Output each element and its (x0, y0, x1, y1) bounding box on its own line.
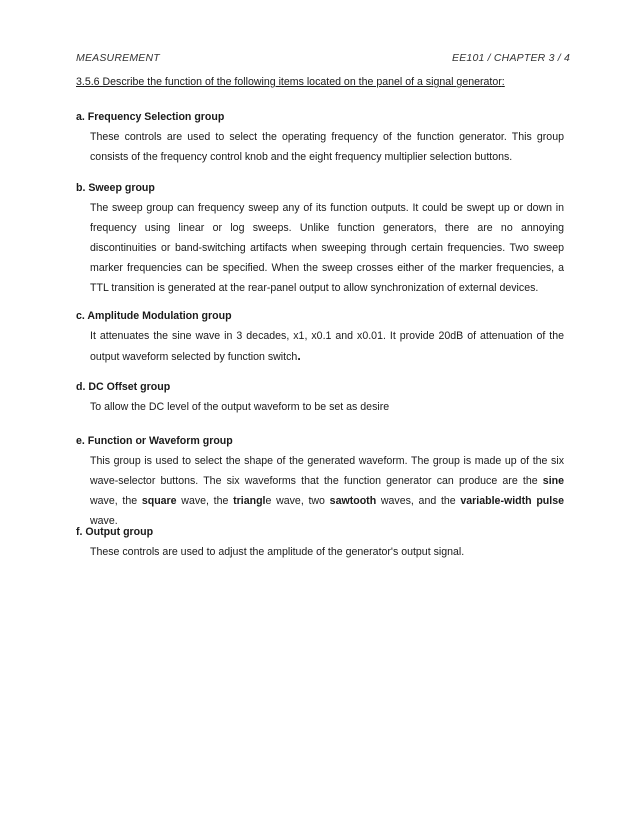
section-title: f. Output group (76, 526, 154, 538)
body-text: wave. (90, 515, 118, 527)
section-function-waveform (76, 434, 564, 531)
term-square: square (141, 495, 177, 507)
section-sweep (76, 181, 564, 298)
term-sine: sine (542, 475, 564, 487)
body-text: This group is used to select the shape of the generated waveform. The group is made up of the six wave-selector buttons. The six waveforms that the function generator can produce are the (90, 455, 564, 487)
section-amplitude-modulation (76, 309, 564, 367)
term-triangle: triangl (233, 495, 266, 507)
body-text: e wave, two (265, 495, 330, 507)
question-heading (76, 76, 576, 88)
section-body-text: It attenuates the sine wave in 3 decades, x1, x0.1 and x0.01. It provide 20dB of attenuation of the output waveform selected by function switch (90, 330, 564, 363)
section-body: The sweep group can frequency sweep any of its function outputs. It could be swept up or down in frequency using linear or log sweeps. Unlike function generators, there are no annoying discontinuities or band-switching artifacts when sweeping through certain frequencies. Two sweep marker frequencies can be specified. When the sweep crosses either of the marker frequencies, a TTL transition is generated at the rear-panel output to allow synchronization of external devices. (90, 202, 564, 294)
section-output (76, 525, 564, 562)
question-colon: : (501, 76, 505, 88)
body-text: wave, the (90, 495, 142, 507)
section-body: These controls are used to adjust the amplitude of the generator's output signal. (90, 546, 465, 558)
section-dc-offset (76, 380, 564, 417)
section-frequency-selection (76, 110, 564, 167)
body-text: waves, and the (376, 495, 461, 507)
section-title: e. Function or Waveform group (76, 435, 233, 447)
section-title: c. Amplitude Modulation group (76, 310, 232, 322)
section-body: These controls are used to select the operating frequency of the function generator. This group consists of the frequency control knob and the eight frequency multiplier selection buttons. (90, 131, 564, 163)
section-title: a. Frequency Selection group (76, 111, 225, 123)
section-body (90, 451, 564, 531)
term-sawtooth: sawtooth (329, 495, 377, 507)
section-body (90, 326, 564, 367)
header-left: MEASUREMENT (76, 52, 160, 64)
question-text: 3.5.6 Describe the function of the following items located on the panel of a signal generator (76, 76, 502, 88)
header-right: EE101 / CHAPTER 3 / 4 (452, 52, 570, 64)
term-variable-width-pulse: variable-width pulse (460, 495, 564, 507)
section-end-mark: . (297, 348, 301, 363)
section-title: b. Sweep group (76, 182, 155, 194)
body-text: wave, the (176, 495, 234, 507)
section-title: d. DC Offset group (76, 381, 171, 393)
section-body: To allow the DC level of the output waveform to be set as desire (90, 401, 390, 413)
